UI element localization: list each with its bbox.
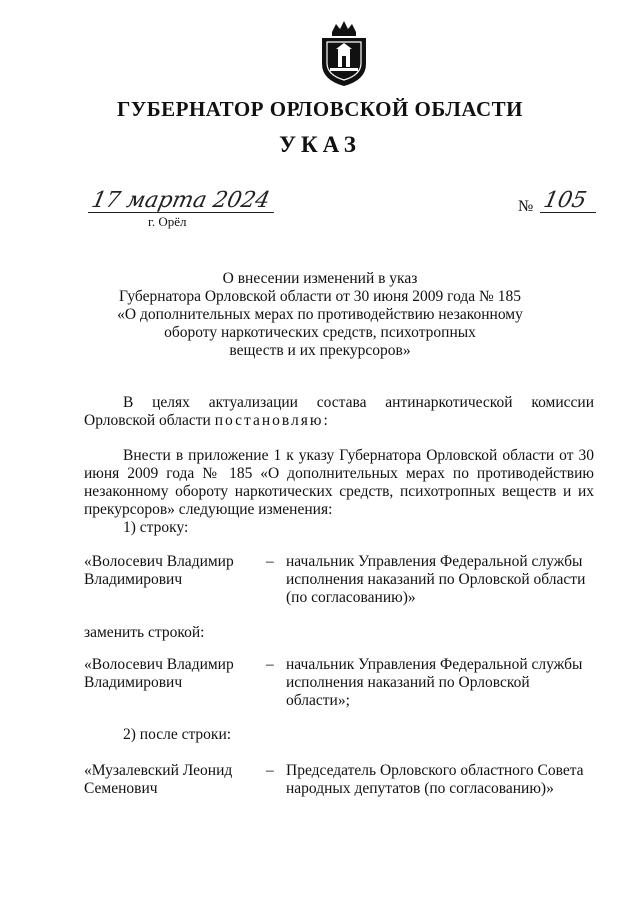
document-type: УКАЗ [279,132,361,157]
row-dash: – [266,656,274,673]
person-position: Председатель Орловского областного Совета народных депутатов (по согласованию)» [286,762,584,797]
preamble [84,394,594,430]
handwritten-number: 105 [541,188,589,213]
preamble-decree-word: постановляю: [214,412,330,429]
subject-line: обороту наркотических средств, психотропных [164,324,476,341]
row-dash: – [266,762,274,779]
subject-line: Губернатора Орловской области от 30 июня 2009 года № 185 [119,288,521,305]
city: г. Орёл [148,214,187,229]
person-position: начальник Управления Федеральной службы исполнения наказаний по Орловской области (по согласованию)» [286,553,586,606]
subject-line: веществ и их прекурсоров» [229,342,411,359]
replace-instruction: заменить строкой: [84,624,205,641]
person-name: «Музалевский Леонид Семенович [84,762,233,797]
person-name: «Волосевич Владимир Владимирович [84,553,234,588]
authority-title: ГУБЕРНАТОР ОРЛОВСКОЙ ОБЛАСТИ [116,97,524,121]
row-dash: – [266,553,274,570]
document-subject [0,270,640,360]
number-underline [540,212,596,213]
subject-line: «О дополнительных мерах по противодействию незаконному [117,306,523,323]
date-underline [88,212,274,213]
handwritten-date: 17 марта 2024 [89,188,273,213]
item-2: 2) после строки: [123,726,232,743]
person-position: начальник Управления Федеральной службы исполнения наказаний по Орловской области»; [286,656,583,709]
subject-line: О внесении изменений в указ [222,270,418,287]
main-paragraph: Внести в приложение 1 к указу Губернатора Орловской области от 30 июня 2009 года № 185 «О дополнительных мерах по противодействию незаконному обороту наркотических средств, психотропных веществ и их прекурсоров» следующие изменения: [84,447,594,518]
item-1: 1) строку: [123,519,189,536]
number-label: № [518,198,534,215]
coat-of-arms-icon [318,18,370,88]
person-name: «Волосевич Владимир Владимирович [84,656,234,691]
preamble-text: В целях актуализации состава антинаркотической комиссии Орловской области [84,394,594,429]
